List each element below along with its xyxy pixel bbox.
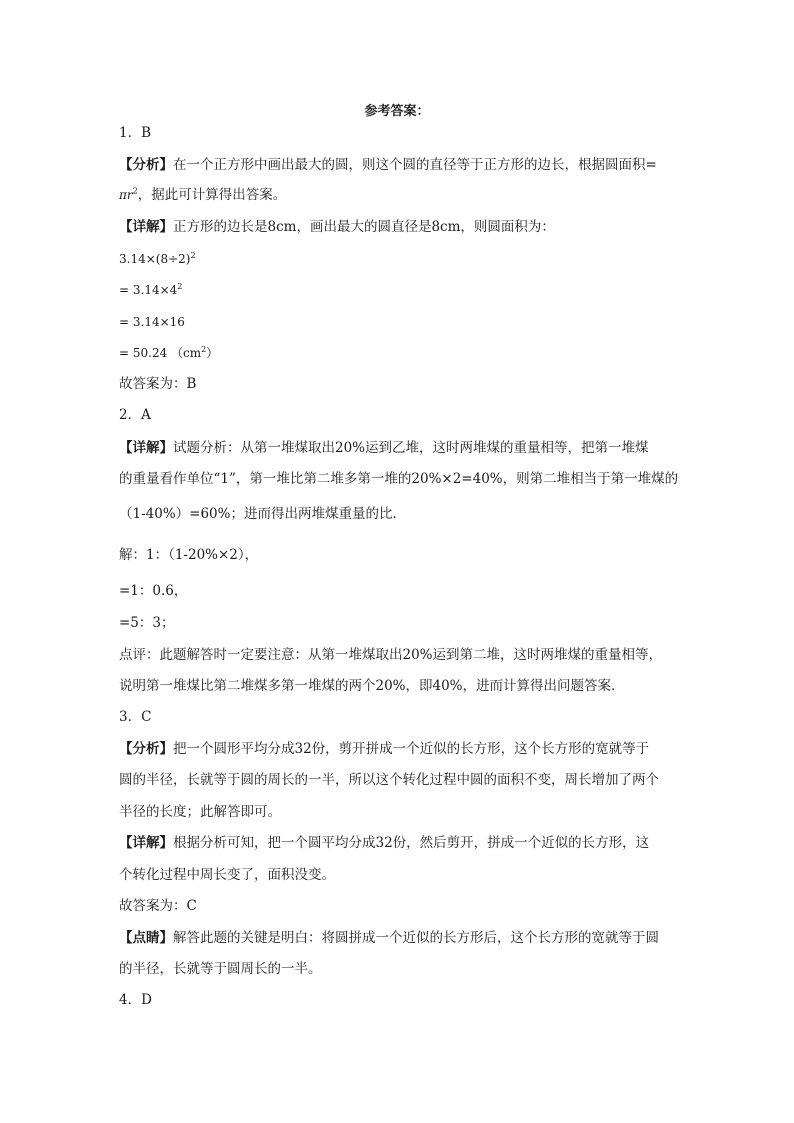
- q2-number: 2．A: [119, 407, 151, 423]
- formula-pi: π: [119, 188, 127, 202]
- q2-solution-1: 解：1：（1-20%×2），: [119, 547, 259, 563]
- q3-number: 3．C: [119, 709, 152, 725]
- detail-text: 根据分析可知，把一个圆平均分成32份，然后剪开，拼成一个近似的长方形，这: [173, 835, 650, 851]
- q2-detail-3: （1-40%）=60%；进而得出两堆煤重量的比．: [119, 506, 406, 522]
- calc-exponent: 2: [177, 282, 183, 291]
- q1-analysis: [119, 156, 657, 174]
- formula-r: r: [126, 188, 133, 202]
- q3-analysis-2: 圆的半径，长就等于圆的周长的一半，所以这个转化过程中圆的面积不变，周长增加了两个: [119, 772, 659, 788]
- q2-comment-2: 说明第一堆煤比第二堆煤多第一堆煤的两个20%，即40%，进而计算得出问题答案．: [119, 678, 625, 694]
- q2-detail-2: 的重量看作单位“1”，第一堆比第二堆多第一堆的20%×2=40%，则第二堆相当于第一堆煤的: [119, 471, 679, 487]
- q2-detail-1: [119, 439, 649, 457]
- detail-tag: 【详解】: [119, 835, 173, 851]
- q1-calc-4: [119, 344, 218, 362]
- calc-expression: = 50.24 （cm: [119, 346, 202, 360]
- q2-solution-2: =1：0.6，: [119, 583, 188, 599]
- page-title: 参考答案：: [364, 104, 430, 119]
- q1-answer: 故答案为：B: [119, 376, 197, 392]
- q2-solution-3: =5：3；: [119, 615, 175, 631]
- calc-exponent: 2: [201, 345, 207, 354]
- formula-tail: ，据此可计算得出答案。: [137, 187, 287, 203]
- detail-tag: 【详解】: [119, 440, 173, 456]
- analysis-tag: 【分析】: [119, 741, 173, 757]
- calc-close: ）: [206, 346, 219, 360]
- q3-detail-2: 个转化过程中周长变了，面积没变。: [119, 867, 335, 883]
- q3-key-2: 的半径，长就等于圆周长的一半。: [119, 961, 322, 977]
- q1-calc-3: = 3.14×16: [119, 315, 185, 329]
- analysis-text: 把一个圆形平均分成32份，剪开拼成一个近似的长方形，这个长方形的宽就等于: [173, 741, 650, 757]
- q2-comment-1: 点评：此题解答时一定要注意：从第一堆煤取出20%运到第二堆，这时两堆煤的重量相等，: [119, 647, 663, 663]
- calc-exponent: 2: [190, 251, 196, 260]
- formula-exponent: 2: [132, 186, 138, 196]
- calc-expression: 3.14×(8÷2): [119, 252, 191, 266]
- analysis-text: 在一个正方形中画出最大的圆，则这个圆的直径等于正方形的边长，根据圆面积=: [173, 157, 657, 173]
- q3-analysis-3: 半径的长度；此解答即可。: [119, 804, 281, 820]
- q3-detail-1: [119, 834, 649, 852]
- q1-formula: [119, 186, 286, 204]
- q1-number: 1．B: [119, 125, 152, 141]
- detail-text: 正方形的边长是8cm，画出最大的圆直径是8cm，则圆面积为：: [173, 219, 555, 235]
- key-tag: 【点睛】: [119, 930, 173, 946]
- q1-calc-1: [119, 250, 196, 268]
- calc-expression: = 3.14×4: [119, 283, 178, 297]
- q3-analysis-1: [119, 740, 649, 758]
- analysis-tag: 【分析】: [119, 157, 173, 173]
- q4-number: 4．D: [119, 992, 152, 1008]
- q3-key-1: [119, 929, 659, 947]
- q1-detail: [119, 218, 555, 236]
- q3-answer: 故答案为：C: [119, 898, 197, 914]
- detail-text: 试题分析：从第一堆煤取出20%运到乙堆，这时两堆煤的重量相等，把第一堆煤: [173, 440, 649, 456]
- detail-tag: 【详解】: [119, 219, 173, 235]
- key-text: 解答此题的关键是明白：将圆拼成一个近似的长方形后，这个长方形的宽就等于圆: [173, 930, 659, 946]
- q1-calc-2: [119, 281, 182, 299]
